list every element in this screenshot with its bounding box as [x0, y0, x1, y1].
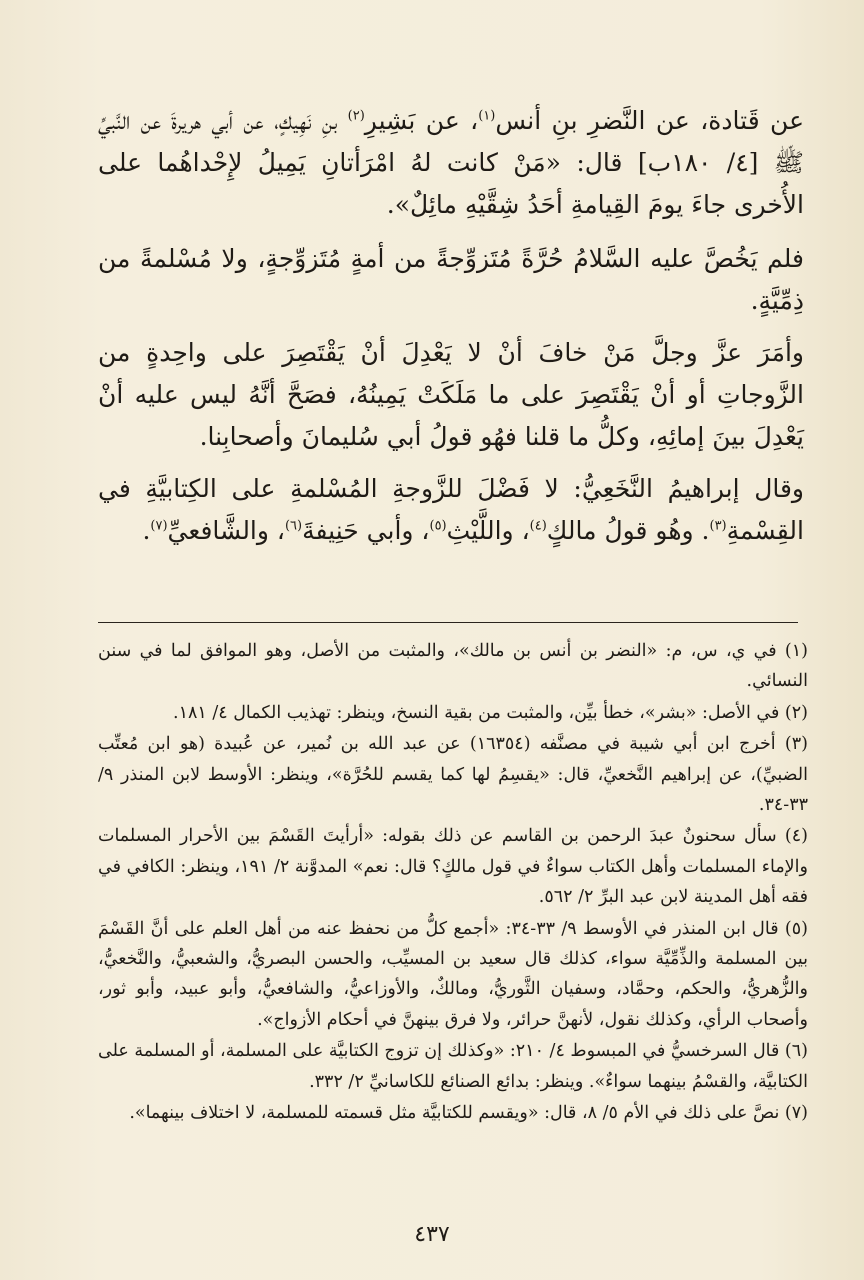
- p4-part-b: . وهُو قولُ مالكٍ: [546, 516, 710, 545]
- footnote-6: (٦) قال السرخسيُّ في المبسوط ٤/ ٢١٠: «وكذلك إن تزوج الكتابيَّة على المسلمة، أو المسلمة على الكتابيَّة، والقسْمُ بينهما سواءٌ». وينظر: بدائع الصنائع للكاسانيِّ ٢/ ٣٣٢.: [98, 1041, 808, 1092]
- p4-part-c: ، واللَّيْثِ: [446, 516, 530, 545]
- footnote-marker-4: (٤): [529, 518, 547, 534]
- footnote-marker-7: (٧): [150, 518, 168, 534]
- p4-part-d: ، وأبي حَنِيفةَ: [302, 516, 430, 545]
- paragraph-1: [98, 100, 804, 226]
- main-text: [98, 100, 804, 562]
- paragraph-2: فلم يَخُصَّ عليه السَّلامُ حُرَّةً مُتَزوِّجةً من أمةٍ مُتَزوِّجةٍ، ولا مُسْلمةً من ذِمِّيَّةٍ.: [98, 244, 804, 315]
- p1-part-a: عن قَتادة، عن النَّضرِ بنِ أنس: [495, 106, 805, 135]
- footnote-7: (٧) نصَّ على ذلك في الأم ٥/ ٨، قال: «ويقسم للكتابيَّة مثل قسمته للمسلمة، لا اختلاف بينهما».: [129, 1103, 808, 1124]
- footnote-marker-3: (٣): [709, 518, 727, 534]
- p1-part-b: ، عن بَشِيرِ: [364, 106, 479, 135]
- footnote-1: (١) في ي، س، م: «النضر بن أنس بن مالك»، والمثبت من الأصل، وهو الموافق لما في سنن النسائي.: [98, 641, 808, 692]
- p4-part-f: .: [142, 516, 151, 545]
- paragraph-3: وأمَرَ عزَّ وجلَّ مَنْ خافَ أنْ لا يَعْدِلَ أنْ يَقْتَصِرَ على واحِدةٍ من الزَّوجاتِ أو أنْ يَقْتَصِرَ على ما مَلَكَتْ يَمِينُهُ، فصَحَّ أنَّهُ ليس عليه أنْ يَعْدِلَ بينَ إمائِهِ، وكلُّ ما قلنا فهُو قولُ أبي سُليمانَ وأصحابِنا.: [98, 338, 804, 451]
- footnote-2: (٢) في الأصل: «بشر»، خطأ بيِّن، والمثبت من بقية النسخ، وينظر: تهذيب الكمال ٤/ ١٨١.: [173, 702, 808, 723]
- footnote-marker-6: (٦): [284, 518, 303, 534]
- footnote-marker-5: (٥): [429, 518, 447, 534]
- footnotes: [98, 636, 808, 1130]
- p4-part-e: ، والشَّافعيِّ: [167, 516, 285, 545]
- footnote-marker-2: (٢): [347, 108, 365, 124]
- p4-part-a: وقال إبراهيمُ النَّخَعِيُّ: لا فَضْلَ للزَّوجةِ المُسْلمةِ على الكِتابيَّةِ في القِسْمةِ: [98, 474, 804, 545]
- footnote-separator: [98, 622, 798, 623]
- footnote-4: (٤) سأل سحنونٌ عبدَ الرحمن بن القاسم عن ذلك بقوله: «أرأيتَ القَسْمَ بين الأحرار المسلمات والإماء المسلمات وأهل الكتاب سواءٌ في قول مالكٍ؟ قال: نعم» المدوَّنة ٢/ ١٩١، وينظر: الكافي في فقه أهل المدينة لابن عبد البرِّ ٢/ ٥٦٢.: [98, 826, 808, 908]
- page-number: ٤٣٧: [414, 1222, 450, 1247]
- p1-part-c: بنِ نَهِيكٍ، عن أبي هريرةَ عن النَّبيِّ ﷺ [٤/ ١٨٠ب] قال: «مَنْ كانت لهُ امْرَأتانِ يَمِيلُ لإِحْداهُما على الأُخرى جاءَ يومَ القِيامةِ أحَدُ شِقَّيْهِ مائِلٌ».: [98, 106, 804, 219]
- footnote-marker-1: (١): [478, 108, 496, 124]
- footnote-5: (٥) قال ابن المنذر في الأوسط ٩/ ٣٣-٣٤: «أجمع كلُّ من نحفظ عنه من أهل العلم على أنَّ القَسْمَ بين المسلمة والذِّمِّيَّة سواء، كذلك قال سعيد بن المسيِّب، والحسن البصريُّ، والشعبيُّ، والنَّخعيُّ، والزُّهريُّ، والحكم، وحمَّاد، وسفيان الثَّوريُّ، ومالكٌ، والأوزاعيُّ، والشافعيُّ، وأبو عبيد، وأبو ثور، وأصحاب الرأي، وكذلك نقول، لأنهنَّ حرائر، ولا فرق بينهنَّ في أحكام الأزواج».: [98, 918, 808, 1030]
- footnote-3: (٣) أخرج ابن أبي شيبة في مصنَّفه (١٦٣٥٤) عن عبد الله بن نُمير، عن عُبيدة (هو ابن مُعتِّب الضبيِّ)، عن إبراهيم النَّخعيِّ، قال: «يقسِمُ لها كما يقسم للحُرَّة»، وينظر: الأوسط لابن المنذر ٩/ ٣٣-٣٤.: [98, 734, 808, 816]
- paragraph-4: [98, 468, 804, 552]
